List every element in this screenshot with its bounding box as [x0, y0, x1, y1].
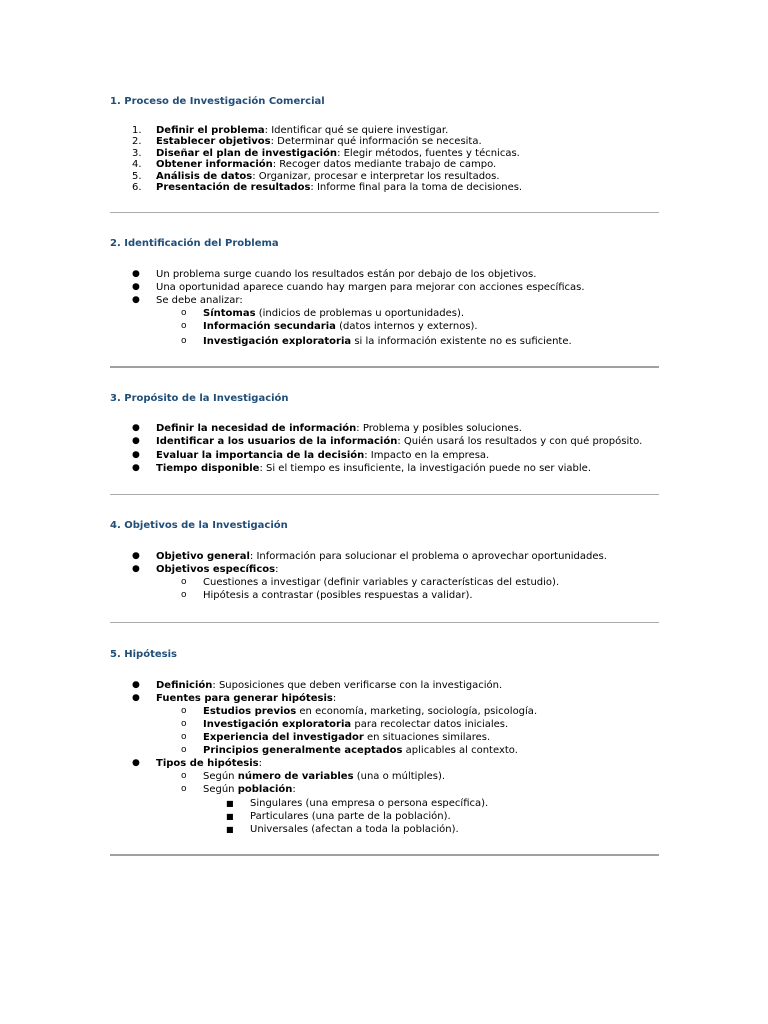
list-item: o Principios generalmente aceptados aplicables al contexto.	[181, 744, 518, 756]
list-item: ● Objetivos específicos:	[132, 564, 279, 576]
list-item: 3. Diseñar el plan de investigación: Elegir métodos, fuentes y técnicas.	[132, 147, 520, 159]
process-steps-list	[110, 125, 659, 193]
list-item: ● Definir la necesidad de información: Problema y posibles soluciones.	[132, 423, 522, 435]
list-item: ● Una oportunidad aparece cuando hay margen para mejorar con acciones específicas.	[132, 282, 585, 294]
list-item: o Experiencia del investigador en situaciones similares.	[181, 731, 491, 743]
list-item: ■ Universales (afectan a toda la población).	[226, 824, 459, 836]
hypothesis-list	[110, 680, 659, 836]
section-1-title: 1. Proceso de Investigación Comercial	[110, 96, 325, 107]
divider	[110, 494, 659, 495]
objectives-list	[110, 551, 659, 601]
divider	[110, 212, 659, 213]
list-item: ● Tiempo disponible: Si el tiempo es insuficiente, la investigación puede no ser viable.	[132, 462, 592, 474]
list-item: ● Identificar a los usuarios de la información: Quién usará los resultados y con qué propósito.	[132, 436, 643, 448]
list-item: ● Fuentes para generar hipótesis:	[132, 692, 337, 704]
list-item: ● Un problema surge cuando los resultados están por debajo de los objetivos.	[132, 269, 537, 281]
list-item: o Según número de variables (una o múltiples).	[181, 770, 446, 782]
purpose-list	[110, 423, 659, 474]
divider	[110, 622, 659, 623]
list-item: 1. Definir el problema: Identificar qué se quiere investigar.	[132, 125, 449, 136]
section-5-title: 5. Hipótesis	[110, 648, 177, 660]
section-4-title: 4. Objetivos de la Investigación	[110, 520, 288, 532]
list-item: ● Se debe analizar:	[132, 295, 243, 307]
section-2-title: 2. Identificación del Problema	[110, 238, 279, 250]
list-item: o Cuestiones a investigar (definir variables y características del estudio).	[181, 577, 560, 589]
list-item: ● Evaluar la importancia de la decisión: Impacto en la empresa.	[132, 449, 490, 461]
list-item: o Según población:	[181, 783, 296, 795]
list-item: o Hipótesis a contrastar (posibles respuestas a validar).	[181, 590, 473, 602]
list-item: 2. Establecer objetivos: Determinar qué información se necesita.	[132, 136, 482, 148]
list-item: ● Objetivo general: Información para solucionar el problema o aprovechar oportunidades.	[132, 551, 607, 563]
list-item: ■ Particulares (una parte de la población).	[226, 811, 451, 823]
list-item: 4. Obtener información: Recoger datos mediante trabajo de campo.	[132, 159, 497, 171]
section-3-title: 3. Propósito de la Investigación	[110, 393, 289, 405]
problem-list	[110, 269, 659, 347]
list-item: o Investigación exploratoria para recolectar datos iniciales.	[181, 718, 509, 730]
list-item: ● Definición: Suposiciones que deben verificarse con la investigación.	[132, 679, 503, 691]
list-item: 6. Presentación de resultados: Informe final para la toma de decisiones.	[132, 182, 523, 194]
list-item: ● Tipos de hipótesis:	[132, 757, 262, 769]
document	[110, 95, 659, 856]
list-item: 5. Análisis de datos: Organizar, procesar e interpretar los resultados.	[132, 170, 500, 182]
list-item: ■ Singulares (una empresa o persona específica).	[226, 798, 489, 810]
list-item: o Información secundaria (datos internos y externos).	[181, 321, 478, 333]
divider	[110, 366, 659, 368]
list-item: o Síntomas (indicios de problemas u oportunidades).	[181, 308, 465, 320]
divider	[110, 854, 659, 856]
list-item: o Investigación exploratoria si la información existente no es suficiente.	[181, 335, 572, 347]
list-item: o Estudios previos en economía, marketing, sociología, psicología.	[181, 705, 538, 717]
